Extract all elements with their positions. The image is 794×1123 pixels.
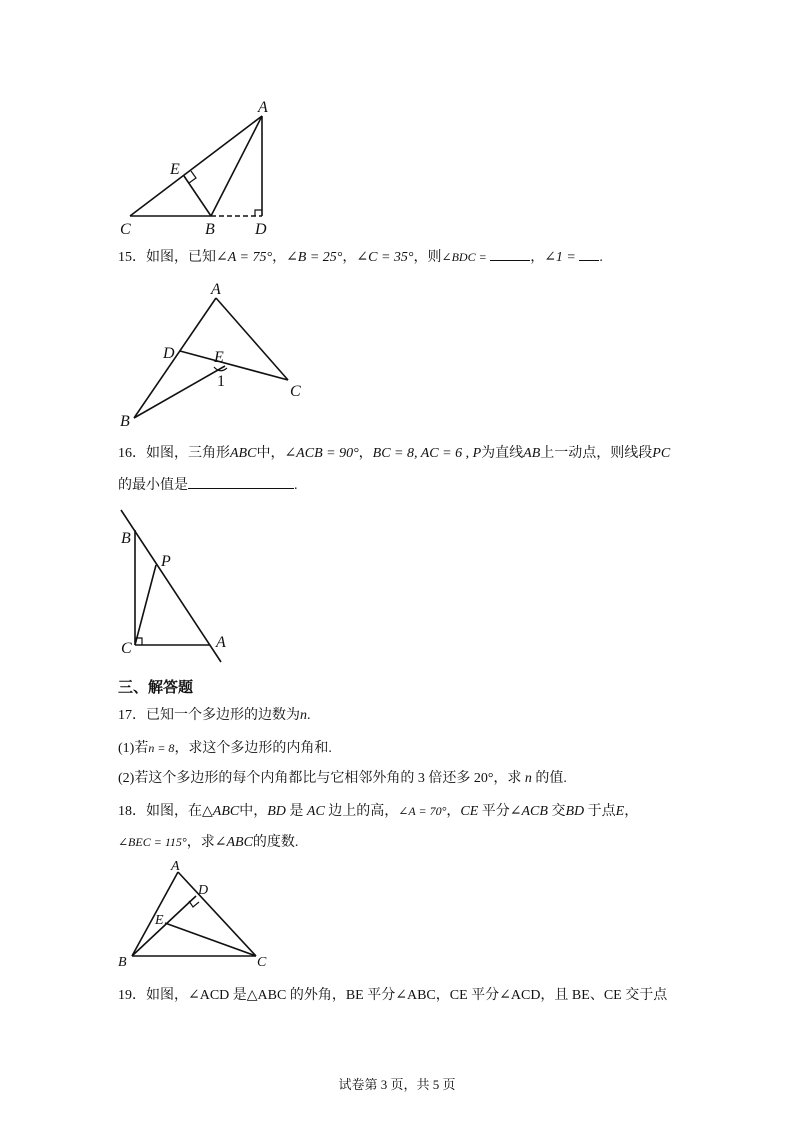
q18-b: 中， (239, 804, 268, 819)
q17-stem (118, 706, 311, 726)
q18-j: ，求∠ (186, 835, 227, 850)
q18-line-1 (118, 801, 638, 822)
q18-i: ， (624, 804, 639, 819)
fig15-label-c: C (290, 383, 301, 400)
q18-ce: CE (460, 804, 479, 819)
q17-p1-eq: n = 8 (148, 741, 175, 755)
fig16-label-a: A (216, 634, 226, 651)
fig15-label-b: B (120, 413, 130, 430)
q15-text: 15．如图，已知∠A = 75°，∠B = 25°，∠C = 35°，则∠BDC = ，∠1 = . (118, 250, 603, 265)
q16-line2: 的最小值是 (118, 478, 188, 493)
fig18-label-c: C (257, 955, 267, 970)
q16-num: 16．如图，三角形 (118, 446, 230, 461)
fig14-label-d: D (255, 221, 267, 238)
section-heading: 三、解答题 (118, 680, 194, 696)
fig15-label-e: E (214, 349, 224, 366)
q15-then: ，则 (413, 250, 442, 265)
q16-zhong: 中， (256, 446, 285, 461)
fig15-label-a: A (211, 281, 221, 298)
q15-end: . (599, 250, 603, 265)
q17-part-2 (118, 769, 567, 789)
q18-d: 边上的高， (328, 804, 399, 819)
fig18-label-a: A (171, 859, 180, 874)
fig14-label-e: E (170, 161, 180, 178)
fig18-label-e: E (155, 913, 164, 928)
q18-abc: ABC (212, 804, 240, 819)
q15-num: 15．如图，已知 (118, 250, 216, 265)
q17-stem-a: 17．已知一个多边形的边数为 (118, 708, 300, 723)
q19-text: 19．如图，∠ACD 是△ABC 的外角，BE 平分∠ABC，CE 平分∠ACD，且 BE、CE 交于点 (118, 988, 668, 1003)
q17-p2-b: 的值. (535, 771, 567, 786)
q18-f: 平分∠ (481, 804, 522, 819)
q18-bd: BD (267, 804, 286, 819)
q17-p1-a: (1)若 (118, 741, 149, 756)
q18-ac: AC (306, 804, 325, 819)
figure-q14 (0, 0, 794, 240)
q17-part-1 (118, 738, 332, 759)
q17-p1-b: ，求这个多边形的内角和. (174, 741, 332, 756)
fig18-label-b: B (118, 955, 127, 970)
q18-abc2: ABC (226, 835, 253, 850)
figure-q16 (0, 505, 794, 665)
fig14-label-a: A (258, 99, 268, 116)
figure-q18 (0, 859, 794, 972)
q15-angle-c: ∠C = 35° (356, 250, 414, 265)
q18-e: ， (446, 804, 461, 819)
fig14-label-b: B (205, 221, 215, 238)
fig14-label-c: C (120, 221, 131, 238)
q17-stem-end: . (307, 708, 311, 723)
q18-k: 的度数. (252, 835, 299, 850)
q16-dot: 上一动点，则线段 (540, 446, 653, 461)
q15-blank-2[interactable] (579, 248, 599, 261)
page-footer: 试卷第 3 页，共 5 页 (338, 1077, 456, 1092)
q17-n: n (300, 708, 307, 723)
q16-forline: 为直线 (481, 446, 524, 461)
fig15-label-1: 1 (217, 373, 225, 390)
q15-blank-1[interactable] (490, 248, 530, 261)
q16-pc: PC (652, 446, 671, 461)
q18-g: 交 (551, 804, 566, 819)
q18-bd2: BD (565, 804, 585, 819)
q18-angle-a: ∠A = 70° (398, 804, 447, 818)
q15-angle-1: ∠1 = (544, 250, 576, 265)
q15-angle-bdc: ∠BDC = (441, 250, 487, 264)
q16-line-2 (118, 476, 298, 496)
q17-p2-n: n (524, 771, 532, 786)
q16-lengths: BC = 8, AC = 6 (372, 446, 463, 461)
fig16-label-p: P (161, 553, 171, 570)
q15-angle-b: ∠B = 25° (286, 250, 343, 265)
q16-angle-acb: ∠ACB = 90° (284, 446, 359, 461)
q18-h: 于点 (587, 804, 616, 819)
q17-p2-a: (2)若这个多边形的每个内角都比与它相邻外角的 3 倍还多 20°，求 (118, 771, 522, 786)
fig18-label-d: D (198, 883, 209, 898)
q18-angle-bec: ∠BEC = 115° (118, 835, 187, 849)
q16-end: . (294, 478, 298, 493)
q18-acb: ACB (521, 804, 548, 819)
q18-e-point: E (615, 804, 625, 819)
q16-ab: AB (523, 446, 541, 461)
q16-line-1: 16．如图，三角形ABC中，∠ACB = 90°，BC = 8, AC = 6 , P为直线AB上一动点，则线段PC (118, 446, 671, 461)
q18-a: 18．如图，在△ (118, 804, 213, 819)
q18-line-2 (118, 832, 298, 853)
fig16-label-c: C (121, 640, 132, 657)
q18-c: 是 (289, 804, 304, 819)
q16-abc: ABC (230, 446, 257, 461)
q16-p: P (472, 446, 482, 461)
q15-angle-a: ∠A = 75° (216, 250, 273, 265)
fig15-label-d: D (163, 345, 175, 362)
fig16-label-b: B (121, 530, 131, 547)
q16-blank[interactable] (188, 476, 294, 489)
